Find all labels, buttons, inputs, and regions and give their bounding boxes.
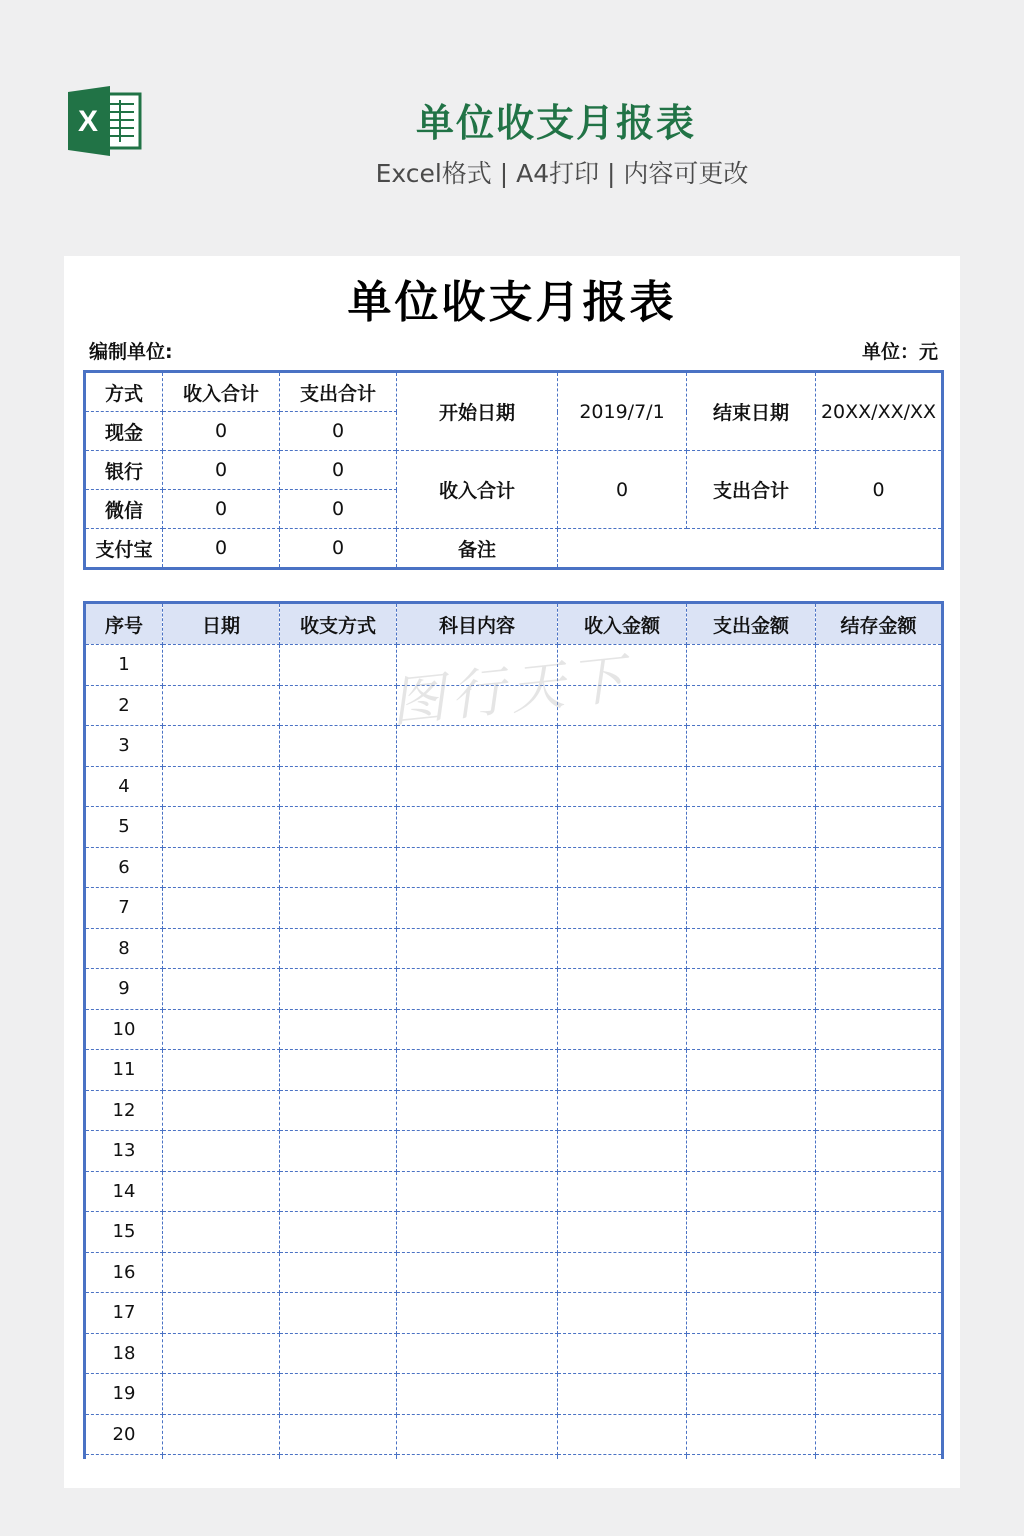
table-row bbox=[85, 1414, 943, 1455]
balance-amount-cell[interactable] bbox=[816, 1171, 943, 1212]
expense-amount-cell[interactable] bbox=[687, 766, 816, 807]
ledger-body bbox=[85, 645, 943, 1460]
income-cell[interactable]: 0 bbox=[163, 412, 280, 451]
method-header: 方式 bbox=[85, 372, 163, 412]
date-cell[interactable] bbox=[163, 685, 280, 726]
row-number: 17 bbox=[85, 1293, 163, 1334]
method-cell[interactable] bbox=[280, 1212, 397, 1253]
method-cell[interactable] bbox=[280, 888, 397, 929]
method-cell[interactable] bbox=[280, 645, 397, 686]
income-cell[interactable]: 0 bbox=[163, 451, 280, 490]
start-date-label: 开始日期 bbox=[397, 372, 558, 451]
header-income-amount: 收入金额 bbox=[558, 603, 687, 645]
date-cell[interactable] bbox=[163, 1374, 280, 1415]
subject-cell[interactable] bbox=[397, 807, 558, 848]
expense-amount-cell[interactable] bbox=[687, 928, 816, 969]
partial-cell bbox=[397, 1455, 558, 1460]
expense-amount-cell[interactable] bbox=[687, 1414, 816, 1455]
row-number: 8 bbox=[85, 928, 163, 969]
balance-amount-cell[interactable] bbox=[816, 1212, 943, 1253]
date-cell[interactable] bbox=[163, 1050, 280, 1091]
expense-amount-cell[interactable] bbox=[687, 888, 816, 929]
table-row bbox=[85, 1171, 943, 1212]
table-row bbox=[85, 1050, 943, 1091]
expense-amount-cell[interactable] bbox=[687, 1050, 816, 1091]
balance-amount-cell[interactable] bbox=[816, 969, 943, 1010]
partial-cell bbox=[687, 1455, 816, 1460]
method-cell[interactable] bbox=[280, 969, 397, 1010]
method-cell[interactable] bbox=[280, 1171, 397, 1212]
header-expense-amount: 支出金额 bbox=[687, 603, 816, 645]
income-amount-cell[interactable] bbox=[558, 1009, 687, 1050]
expense-amount-cell[interactable] bbox=[687, 1374, 816, 1415]
expense-amount-cell[interactable] bbox=[687, 1212, 816, 1253]
row-number: 20 bbox=[85, 1414, 163, 1455]
banner-subtitle: Excel格式 | A4打印 | 内容可更改 bbox=[375, 159, 749, 188]
expense-amount-cell[interactable] bbox=[687, 1009, 816, 1050]
partial-cell bbox=[558, 1455, 687, 1460]
row-number: 13 bbox=[85, 1131, 163, 1172]
expense-amount-cell[interactable] bbox=[687, 847, 816, 888]
row-number: 2 bbox=[85, 685, 163, 726]
income-cell[interactable]: 0 bbox=[163, 490, 280, 529]
subject-cell[interactable] bbox=[397, 1252, 558, 1293]
excel-icon-letter: X bbox=[77, 105, 99, 138]
expense-amount-cell[interactable] bbox=[687, 1293, 816, 1334]
expense-cell[interactable]: 0 bbox=[280, 529, 397, 569]
balance-amount-cell[interactable] bbox=[816, 1414, 943, 1455]
method-cell[interactable] bbox=[280, 1050, 397, 1091]
method-cell[interactable] bbox=[280, 928, 397, 969]
summary-table bbox=[83, 370, 944, 570]
table-row bbox=[85, 1293, 943, 1334]
balance-amount-cell[interactable] bbox=[816, 928, 943, 969]
table-row bbox=[85, 1090, 943, 1131]
income-amount-cell[interactable] bbox=[558, 766, 687, 807]
subject-cell[interactable] bbox=[397, 888, 558, 929]
date-cell[interactable] bbox=[163, 1293, 280, 1334]
table-row bbox=[85, 1333, 943, 1374]
table-row-partial bbox=[85, 1455, 943, 1460]
income-amount-cell[interactable] bbox=[558, 1414, 687, 1455]
subject-cell[interactable] bbox=[397, 1333, 558, 1374]
income-amount-cell[interactable] bbox=[558, 807, 687, 848]
table-row bbox=[85, 888, 943, 929]
table-row bbox=[85, 1252, 943, 1293]
method-cell[interactable] bbox=[280, 847, 397, 888]
method-cell[interactable] bbox=[280, 685, 397, 726]
table-row bbox=[85, 1009, 943, 1050]
expense-sum-label: 支出合计 bbox=[687, 451, 816, 529]
income-amount-cell[interactable] bbox=[558, 1050, 687, 1091]
expense-total-header: 支出合计 bbox=[280, 372, 397, 412]
partial-cell bbox=[85, 1455, 163, 1460]
row-number: 4 bbox=[85, 766, 163, 807]
balance-amount-cell[interactable] bbox=[816, 1009, 943, 1050]
date-cell[interactable] bbox=[163, 969, 280, 1010]
date-cell[interactable] bbox=[163, 928, 280, 969]
income-amount-cell[interactable] bbox=[558, 1090, 687, 1131]
income-amount-cell[interactable] bbox=[558, 928, 687, 969]
date-cell[interactable] bbox=[163, 726, 280, 767]
income-amount-cell[interactable] bbox=[558, 1252, 687, 1293]
date-cell[interactable] bbox=[163, 1333, 280, 1374]
income-amount-cell[interactable] bbox=[558, 888, 687, 929]
row-number: 7 bbox=[85, 888, 163, 929]
table-row bbox=[85, 847, 943, 888]
expense-amount-cell[interactable] bbox=[687, 726, 816, 767]
table-row bbox=[85, 1131, 943, 1172]
balance-amount-cell[interactable] bbox=[816, 888, 943, 929]
balance-amount-cell[interactable] bbox=[816, 1050, 943, 1091]
expense-amount-cell[interactable] bbox=[687, 807, 816, 848]
balance-amount-cell[interactable] bbox=[816, 1252, 943, 1293]
row-number: 1 bbox=[85, 645, 163, 686]
watermark: 图行天下 bbox=[387, 646, 634, 735]
expense-cell[interactable]: 0 bbox=[280, 490, 397, 529]
method-cell[interactable] bbox=[280, 1374, 397, 1415]
income-amount-cell[interactable] bbox=[558, 1212, 687, 1253]
header-seq: 序号 bbox=[85, 603, 163, 645]
expense-amount-cell[interactable] bbox=[687, 1171, 816, 1212]
balance-amount-cell[interactable] bbox=[816, 1131, 943, 1172]
table-row bbox=[85, 928, 943, 969]
subject-cell[interactable] bbox=[397, 1009, 558, 1050]
compiler-label: 编制单位: bbox=[89, 341, 173, 363]
expense-amount-cell[interactable] bbox=[687, 1252, 816, 1293]
banner-title: 单位收支月报表 bbox=[415, 101, 696, 145]
row-number: 11 bbox=[85, 1050, 163, 1091]
method-cell[interactable] bbox=[280, 807, 397, 848]
date-cell[interactable] bbox=[163, 847, 280, 888]
method-cell[interactable] bbox=[280, 1293, 397, 1334]
method-cell[interactable] bbox=[280, 1252, 397, 1293]
balance-amount-cell[interactable] bbox=[816, 1090, 943, 1131]
method-cell[interactable] bbox=[280, 766, 397, 807]
subject-cell[interactable] bbox=[397, 928, 558, 969]
date-cell[interactable] bbox=[163, 1009, 280, 1050]
expense-amount-cell[interactable] bbox=[687, 685, 816, 726]
income-amount-cell[interactable] bbox=[558, 726, 687, 767]
income-sum-label: 收入合计 bbox=[397, 451, 558, 529]
partial-cell bbox=[816, 1455, 943, 1460]
note-label: 备注 bbox=[397, 529, 558, 569]
date-cell[interactable] bbox=[163, 888, 280, 929]
row-number: 3 bbox=[85, 726, 163, 767]
income-amount-cell[interactable] bbox=[558, 847, 687, 888]
expense-cell[interactable]: 0 bbox=[280, 451, 397, 490]
header-subject: 科目内容 bbox=[397, 603, 558, 645]
balance-amount-cell[interactable] bbox=[816, 685, 943, 726]
row-number: 16 bbox=[85, 1252, 163, 1293]
subject-cell[interactable] bbox=[397, 969, 558, 1010]
method-cell: 微信 bbox=[85, 490, 163, 529]
date-cell[interactable] bbox=[163, 807, 280, 848]
row-number: 19 bbox=[85, 1374, 163, 1415]
date-cell[interactable] bbox=[163, 1252, 280, 1293]
income-cell[interactable]: 0 bbox=[163, 529, 280, 569]
method-cell[interactable] bbox=[280, 1414, 397, 1455]
row-number: 14 bbox=[85, 1171, 163, 1212]
method-cell[interactable] bbox=[280, 1131, 397, 1172]
expense-amount-cell[interactable] bbox=[687, 1131, 816, 1172]
income-amount-cell[interactable] bbox=[558, 1171, 687, 1212]
balance-amount-cell[interactable] bbox=[816, 726, 943, 767]
date-cell[interactable] bbox=[163, 1131, 280, 1172]
expense-amount-cell[interactable] bbox=[687, 969, 816, 1010]
subject-cell[interactable] bbox=[397, 1212, 558, 1253]
income-amount-cell[interactable] bbox=[558, 1293, 687, 1334]
income-total-header: 收入合计 bbox=[163, 372, 280, 412]
start-date-value[interactable]: 2019/7/1 bbox=[558, 372, 687, 451]
partial-cell bbox=[280, 1455, 397, 1460]
income-amount-cell[interactable] bbox=[558, 1374, 687, 1415]
method-cell: 现金 bbox=[85, 412, 163, 451]
end-date-value[interactable]: 20XX/XX/XX bbox=[816, 372, 943, 451]
subject-cell[interactable] bbox=[397, 847, 558, 888]
balance-amount-cell[interactable] bbox=[816, 645, 943, 686]
method-cell[interactable] bbox=[280, 1009, 397, 1050]
document-title: 单位收支月报表 bbox=[347, 277, 677, 328]
header-balance-amount: 结存金额 bbox=[816, 603, 943, 645]
row-number: 5 bbox=[85, 807, 163, 848]
date-cell[interactable] bbox=[163, 1212, 280, 1253]
subject-cell[interactable] bbox=[397, 1090, 558, 1131]
row-number: 18 bbox=[85, 1333, 163, 1374]
partial-cell bbox=[163, 1455, 280, 1460]
subject-cell[interactable] bbox=[397, 1171, 558, 1212]
table-row bbox=[85, 766, 943, 807]
table-row bbox=[85, 1374, 943, 1415]
row-number: 6 bbox=[85, 847, 163, 888]
method-cell[interactable] bbox=[280, 1090, 397, 1131]
income-sum-value[interactable]: 0 bbox=[558, 451, 687, 529]
ledger-table bbox=[83, 601, 944, 1459]
income-amount-cell[interactable] bbox=[558, 1333, 687, 1374]
expense-amount-cell[interactable] bbox=[687, 1333, 816, 1374]
date-cell[interactable] bbox=[163, 1090, 280, 1131]
date-cell[interactable] bbox=[163, 1414, 280, 1455]
date-cell[interactable] bbox=[163, 766, 280, 807]
subject-cell[interactable] bbox=[397, 1050, 558, 1091]
note-value[interactable] bbox=[558, 529, 943, 569]
method-cell[interactable] bbox=[280, 726, 397, 767]
method-cell: 支付宝 bbox=[85, 529, 163, 569]
row-number: 9 bbox=[85, 969, 163, 1010]
expense-amount-cell[interactable] bbox=[687, 1090, 816, 1131]
balance-amount-cell[interactable] bbox=[816, 807, 943, 848]
balance-amount-cell[interactable] bbox=[816, 1374, 943, 1415]
table-row bbox=[85, 807, 943, 848]
balance-amount-cell[interactable] bbox=[816, 766, 943, 807]
table-row bbox=[85, 726, 943, 767]
balance-amount-cell[interactable] bbox=[816, 1333, 943, 1374]
table-row bbox=[85, 1212, 943, 1253]
subject-cell[interactable] bbox=[397, 1293, 558, 1334]
subject-cell[interactable] bbox=[397, 1374, 558, 1415]
row-number: 10 bbox=[85, 1009, 163, 1050]
subject-cell[interactable] bbox=[397, 1414, 558, 1455]
expense-cell[interactable]: 0 bbox=[280, 412, 397, 451]
expense-sum-value[interactable]: 0 bbox=[816, 451, 943, 529]
income-amount-cell[interactable] bbox=[558, 969, 687, 1010]
table-row bbox=[85, 969, 943, 1010]
end-date-label: 结束日期 bbox=[687, 372, 816, 451]
row-number: 15 bbox=[85, 1212, 163, 1253]
balance-amount-cell[interactable] bbox=[816, 1293, 943, 1334]
header-date: 日期 bbox=[163, 603, 280, 645]
method-cell: 银行 bbox=[85, 451, 163, 490]
subject-cell[interactable] bbox=[397, 766, 558, 807]
subject-cell[interactable] bbox=[397, 1131, 558, 1172]
header-method: 收支方式 bbox=[280, 603, 397, 645]
date-cell[interactable] bbox=[163, 1171, 280, 1212]
date-cell[interactable] bbox=[163, 645, 280, 686]
expense-amount-cell[interactable] bbox=[687, 645, 816, 686]
balance-amount-cell[interactable] bbox=[816, 847, 943, 888]
method-cell[interactable] bbox=[280, 1333, 397, 1374]
income-amount-cell[interactable] bbox=[558, 1131, 687, 1172]
unit-label: 单位：元 bbox=[861, 341, 938, 363]
row-number: 12 bbox=[85, 1090, 163, 1131]
